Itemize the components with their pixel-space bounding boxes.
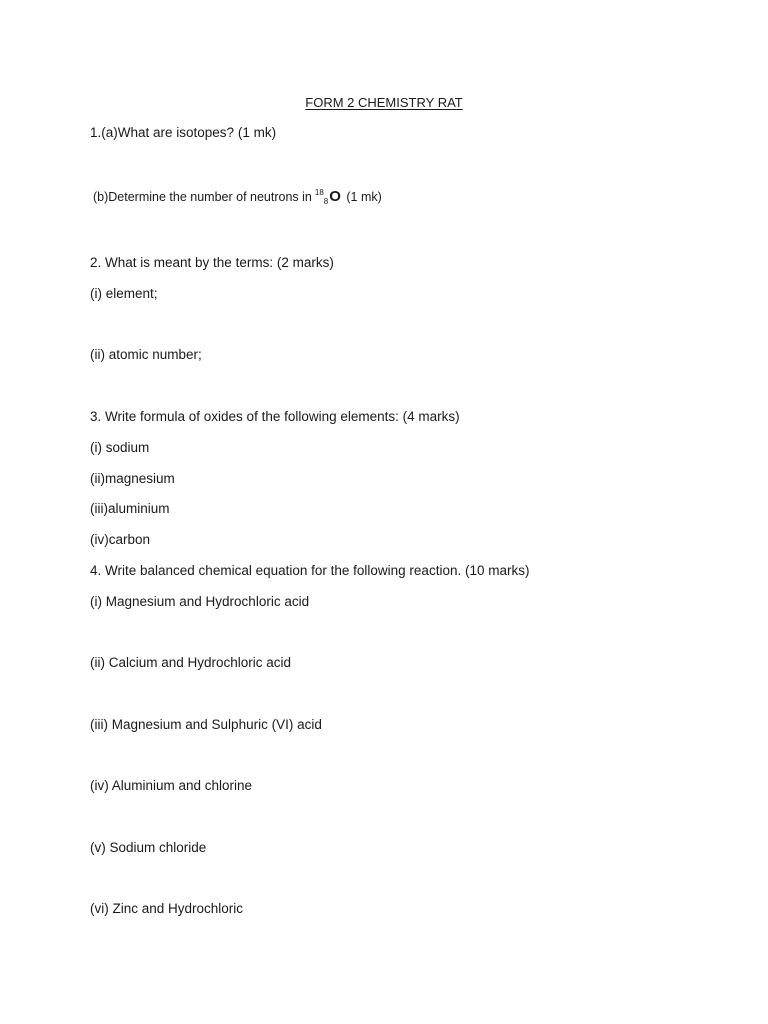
question-2-item: (i) element; xyxy=(90,286,158,301)
question-3-stem: 3. Write formula of oxides of the following elements: (4 marks) xyxy=(90,409,460,424)
page-title xyxy=(0,95,768,111)
question-3-item: (iii)aluminium xyxy=(90,501,170,516)
isotope-atomic-number: 8 xyxy=(323,197,329,206)
question-4-stem: 4. Write balanced chemical equation for the following reaction. (10 marks) xyxy=(90,563,530,578)
page-title-text: FORM 2 CHEMISTRY RAT xyxy=(305,95,463,110)
question-1b-prefix: (b)Determine the number of neutrons in xyxy=(93,190,312,204)
isotope-notation xyxy=(315,189,341,207)
isotope-mass-number: 18 xyxy=(314,188,324,197)
question-3-item: (ii)magnesium xyxy=(90,471,175,486)
question-1b-marks: (1 mk) xyxy=(346,190,382,204)
question-3-item: (iv)carbon xyxy=(90,532,151,547)
question-4-item: (vi) Zinc and Hydrochloric xyxy=(90,901,244,916)
question-2-item: (ii) atomic number; xyxy=(90,347,202,362)
question-4-item: (iv) Aluminium and chlorine xyxy=(90,778,253,793)
isotope-symbol: O xyxy=(329,188,341,205)
question-4-item: (ii) Calcium and Hydrochloric acid xyxy=(90,655,292,670)
question-4-item: (v) Sodium chloride xyxy=(90,840,207,855)
question-3-item: (i) sodium xyxy=(90,440,150,455)
question-2-stem: 2. What is meant by the terms: (2 marks) xyxy=(90,255,334,270)
question-4-item: (iii) Magnesium and Sulphuric (VI) acid xyxy=(90,717,322,732)
question-1b xyxy=(93,189,382,207)
question-4-item: (i) Magnesium and Hydrochloric acid xyxy=(90,594,310,609)
question-1a: 1.(a)What are isotopes? (1 mk) xyxy=(90,125,277,140)
